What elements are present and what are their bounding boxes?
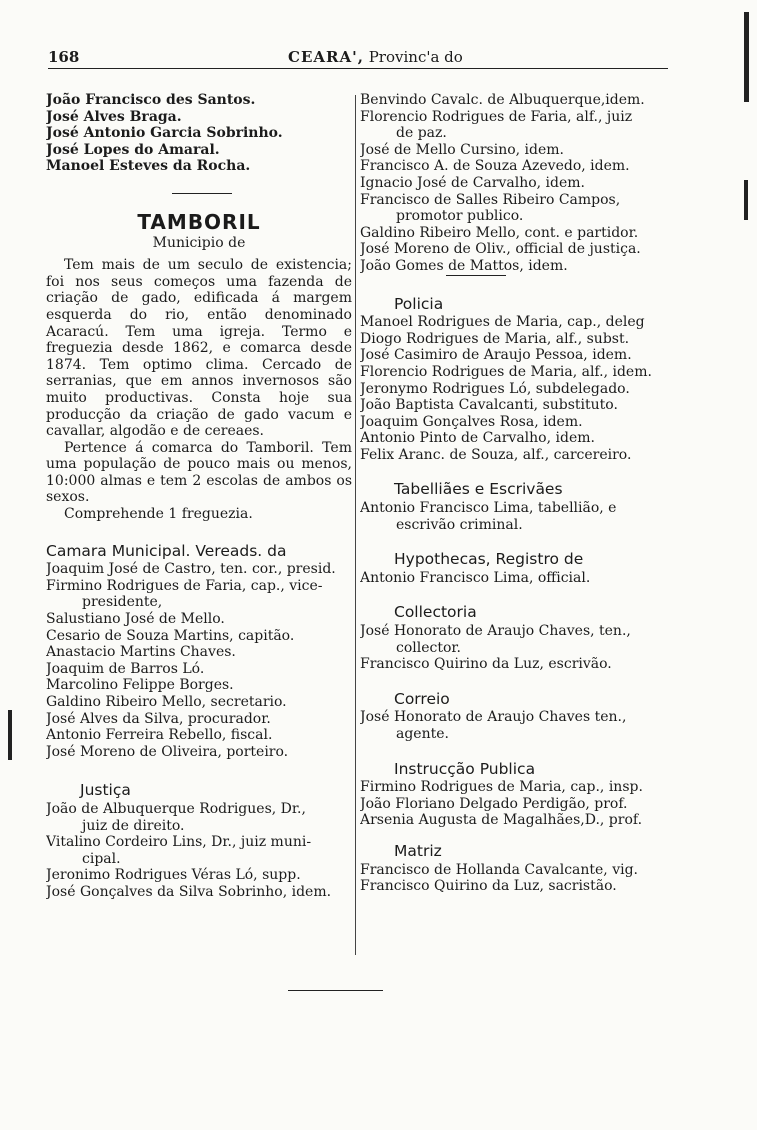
list-item: Benvindo Cavalc. de Albuquerque,idem. [360, 92, 645, 108]
section-heading-policia: Policia [394, 294, 444, 313]
list-item: Florencio Rodrigues de Faria, alf., juiz [360, 108, 633, 125]
page-number: 168 [48, 48, 80, 66]
description-paragraph: Comprehende 1 freguezia. [64, 506, 253, 523]
section-heading-camara: Camara Municipal. Vereads. da [46, 541, 287, 560]
list-item: Diogo Rodrigues de Maria, alf., subst. [360, 330, 630, 347]
list-item: presidente, [82, 594, 163, 611]
section-heading-matriz: Matriz [394, 841, 442, 860]
column-divider [355, 95, 356, 955]
list-item: agente. [396, 726, 449, 742]
list-item: Joaquim José de Castro, ten. cor., presid. [46, 561, 336, 578]
list-item: José Gonçalves da Silva Sobrinho, idem. [46, 883, 332, 900]
list-item: José de Mello Cursino, idem. [360, 141, 564, 158]
list-item: escrivão criminal. [396, 516, 523, 533]
list-item: João Francisco des Santos. [46, 92, 256, 108]
list-item: João Floriano Delgado Perdigão, prof. [360, 795, 628, 812]
list-item: João de Albuquerque Rodrigues, Dr., [46, 800, 306, 817]
list-item: collector. [396, 639, 462, 656]
section-divider [172, 193, 232, 194]
list-item: José Moreno de Oliv., official de justiça. [360, 241, 641, 258]
list-item: juiz de direito. [82, 817, 185, 834]
list-item: Francisco de Hollanda Cavalcante, vig. [360, 861, 639, 878]
list-item: José Alves Braga. [46, 108, 182, 125]
list-item: João Gomes de Mattos, idem. [360, 257, 568, 274]
list-item: Antonio Ferreira Rebello, fiscal. [46, 727, 273, 744]
list-item: promotor publico. [396, 208, 524, 225]
list-item: João Baptista Cavalcanti, substituto. [360, 397, 618, 414]
description [46, 257, 352, 523]
list-item: José Antonio Garcia Sobrinho. [46, 125, 283, 142]
list-item: José Moreno de Oliveira, porteiro. [46, 743, 289, 760]
running-title [288, 48, 463, 66]
running-title-province: CEARA', [288, 48, 364, 66]
list-item: de paz. [396, 125, 447, 142]
list-item: Vitalino Cordeiro Lins, Dr., juiz muni- [46, 834, 312, 851]
list-item: Felix Aranc. de Souza, alf., carcereiro. [360, 446, 632, 463]
section-heading-correio: Correio [394, 689, 450, 708]
list-item: Marcolino Felippe Borges. [46, 677, 234, 694]
list-item: Jeronimo Rodrigues Véras Ló, supp. [46, 867, 301, 884]
list-item: Antonio Pinto de Carvalho, idem. [360, 430, 595, 447]
list-item: Florencio Rodrigues de Maria, alf., idem. [360, 363, 652, 380]
section-heading-instruccao: Instrucção Publica [394, 759, 536, 778]
description-paragraph: Tem mais de um seculo de existencia; foi nos seus começos uma fazenda de criação de gado, edificada á margem esquerda do rio, então denominado Acaracú. Tem uma igreja. Termo e freguezia desde 1862, e comarca desde 1874. Tem optimo clima. Cercado de serranias, que em annos invernosos são muito productivas. Consta hoje sua producção da criação de gado vacum e cavallar, algodão e de cereaes. [46, 257, 352, 440]
section-divider [446, 275, 506, 276]
list-item: Galdino Ribeiro Mello, cont. e partidor. [360, 224, 639, 241]
end-rule [288, 990, 383, 991]
list-item: Salustiano José de Mello. [46, 611, 225, 628]
list-item: Francisco Quirino da Luz, escrivão. [360, 656, 612, 673]
section-heading-hypothecas: Hypothecas, Registro de [394, 550, 584, 569]
running-header [48, 46, 668, 69]
list-item: Francisco Quirino da Luz, sacristão. [360, 878, 617, 895]
list-item: Antonio Francisco Lima, official. [360, 569, 591, 586]
description-paragraph: Pertence á comarca do Tamboril. Tem uma população de pouco mais ou menos, 10:000 almas e tem 2 escolas de ambos os sexos. [46, 439, 352, 506]
municipality-subtitle: Municipio de [152, 234, 246, 251]
list-item: Galdino Ribeiro Mello, secretario. [46, 694, 287, 710]
left-column [46, 92, 352, 901]
list-item: Anastacio Martins Chaves. [46, 644, 236, 661]
municipality-title: TAMBORIL [137, 209, 261, 234]
list-item: Jeronymo Rodrigues Ló, subdelegado. [360, 380, 630, 397]
section-heading-justica: Justiça [80, 781, 131, 800]
list-item: Manoel Esteves da Rocha. [46, 158, 251, 175]
list-item: José Alves da Silva, procurador. [46, 710, 271, 727]
list-item: cipal. [82, 850, 121, 867]
list-item: Ignacio José de Carvalho, idem. [360, 174, 585, 191]
section-heading-tabelliaes: Tabelliães e Escrivães [394, 480, 563, 499]
list-item: Joaquim Gonçalves Rosa, idem. [360, 413, 583, 430]
list-item: José Honorato de Araujo Chaves ten., [360, 709, 627, 726]
list-item: Manoel Rodrigues de Maria, cap., deleg [360, 314, 645, 331]
running-title-sub: Provinc'a do [368, 48, 463, 66]
section-heading-collectoria: Collectoria [394, 603, 477, 622]
list-item: José Casimiro de Araujo Pessoa, idem. [360, 347, 632, 364]
list-item: Joaquim de Barros Ló. [46, 660, 205, 677]
list-item: Firmino Rodrigues de Maria, cap., insp. [360, 779, 643, 796]
right-column [360, 92, 678, 895]
list-item: Francisco A. de Souza Azevedo, idem. [360, 158, 630, 175]
list-item: Arsenia Augusta de Magalhães,D., prof. [360, 812, 643, 829]
list-item: Firmino Rodrigues de Faria, cap., vice- [46, 577, 323, 594]
list-item: José Honorato de Araujo Chaves, ten., [360, 623, 631, 640]
list-item: José Lopes do Amaral. [46, 141, 220, 158]
scan-edge-mark [744, 180, 748, 220]
list-item: Cesario de Souza Martins, capitão. [46, 627, 295, 644]
list-item: Antonio Francisco Lima, tabellião, e [360, 500, 617, 517]
list-item: Francisco de Salles Ribeiro Campos, [360, 191, 621, 208]
scan-edge-mark [744, 12, 749, 102]
scan-edge-mark [8, 710, 12, 760]
